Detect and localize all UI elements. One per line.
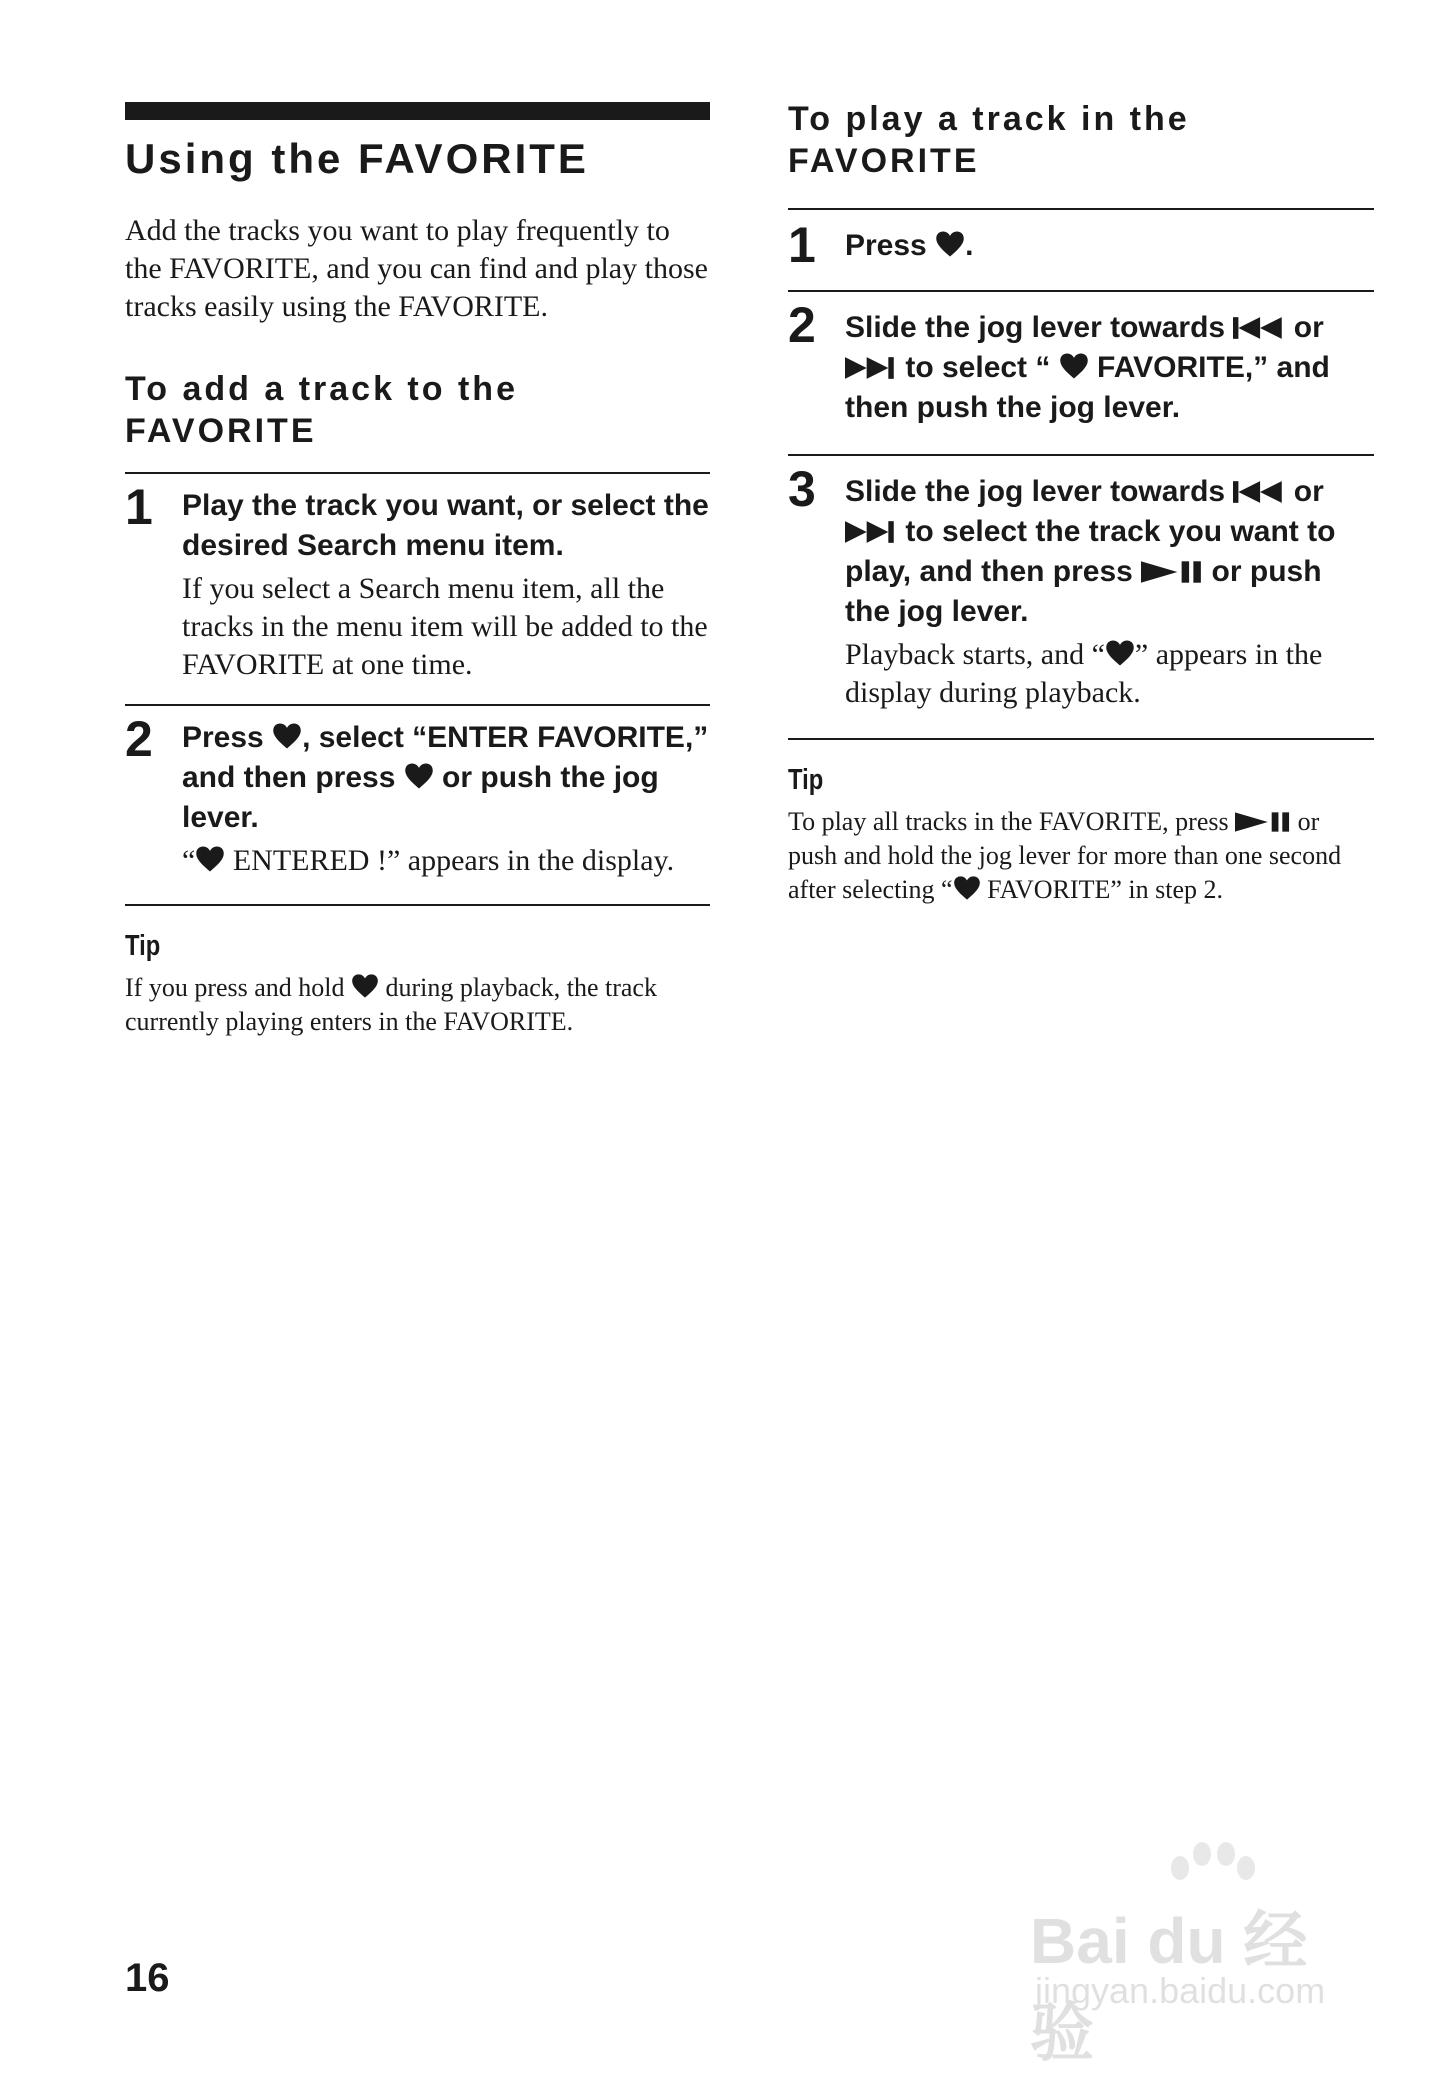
- step-note: If you select a Search menu item, all the tracks in the menu item will be added to the FAVORITE at one time.: [182, 572, 708, 681]
- tip-box: [125, 932, 710, 1039]
- right-column: [788, 98, 1374, 907]
- tip-box: [788, 766, 1374, 907]
- intro-paragraph: Add the tracks you want to play frequently to the FAVORITE, and you can find and play those tracks easily using the FAVORITE.: [125, 214, 708, 323]
- play-step-2: [788, 292, 1374, 454]
- play-step-1: [788, 210, 1374, 290]
- play-pause-icon: [1141, 560, 1203, 584]
- add-step-2: [125, 706, 710, 904]
- step-note: [845, 636, 1374, 712]
- section-title-add: [125, 368, 710, 452]
- left-column: [125, 102, 710, 1039]
- text-segment: or push and hold the jog lever for more than one second after selecting “: [788, 807, 1342, 904]
- section-title-play: [788, 98, 1374, 182]
- step-number: 2: [788, 297, 816, 353]
- step-instruction: [845, 226, 1374, 266]
- tip-label: Tip: [788, 764, 824, 796]
- text-segment: Press: [182, 721, 273, 754]
- page-title: Using the FAVORITE: [125, 135, 589, 182]
- text-segment: FAVORITE,” and then push the jog lever.: [845, 351, 1330, 424]
- page-number: 16: [125, 1956, 170, 2000]
- watermark-logo: Bai du 经验: [1030, 1905, 1308, 2069]
- text-segment: Slide the jog lever towards: [845, 311, 1234, 344]
- heart-icon: [953, 875, 981, 901]
- title-bar-decoration: [125, 102, 710, 120]
- step-number: 2: [125, 711, 153, 767]
- heart-icon: [195, 845, 225, 873]
- section-title-add-line1: To add a track to the: [125, 370, 518, 408]
- text-segment: Playback starts, and “: [845, 638, 1105, 671]
- step-number: 3: [788, 461, 816, 517]
- text-segment: or: [1285, 311, 1324, 344]
- heart-icon: [935, 230, 965, 258]
- step-instruction: [845, 308, 1374, 428]
- heart-icon: [1105, 639, 1135, 667]
- text-segment: Slide the jog lever towards: [845, 475, 1234, 508]
- next-track-icon: [845, 520, 897, 544]
- text-segment: ” appears in the display during playback.: [845, 638, 1323, 709]
- text-segment: “: [182, 844, 196, 877]
- text-segment: or push the jog lever.: [845, 555, 1322, 628]
- heart-icon: [404, 762, 434, 790]
- heart-icon: [272, 722, 302, 750]
- step-number: 1: [125, 479, 153, 535]
- step-instruction: Play the track you want, or select the desired Search menu item.: [182, 489, 709, 562]
- play-pause-icon: [1235, 811, 1291, 833]
- section-title-play-line1: To play a track in the: [788, 100, 1190, 138]
- text-segment: during playback, the track currently playing enters in the FAVORITE.: [125, 973, 657, 1036]
- text-segment: Press: [845, 229, 936, 262]
- section-title-play-line2: FAVORITE: [788, 142, 980, 180]
- tip-text: [125, 971, 710, 1039]
- play-step-3: [788, 456, 1374, 738]
- divider: [788, 738, 1374, 740]
- text-segment: If you press and hold: [125, 973, 352, 1002]
- text-segment: , select “ENTER FAVORITE,” and then press: [182, 721, 709, 794]
- text-segment: to select “: [897, 351, 1059, 384]
- text-segment: ENTERED !” appears in the display.: [225, 844, 675, 877]
- add-step-1: [125, 474, 710, 704]
- text-segment: .: [965, 229, 974, 262]
- prev-track-icon: [1233, 480, 1285, 504]
- step-number: 1: [788, 217, 816, 273]
- step-note: [182, 842, 710, 880]
- prev-track-icon: [1233, 316, 1285, 340]
- baidu-watermark: [1030, 1840, 1370, 2069]
- heart-icon: [351, 973, 379, 999]
- divider: [125, 904, 710, 906]
- text-segment: FAVORITE” in step 2.: [980, 875, 1223, 904]
- text-segment: or: [1285, 475, 1324, 508]
- tip-label: Tip: [125, 930, 161, 962]
- next-track-icon: [845, 356, 897, 380]
- section-title-add-line2: FAVORITE: [125, 412, 317, 450]
- watermark-url: jingyan.baidu.com: [1035, 1970, 1326, 2011]
- text-segment: To play all tracks in the FAVORITE, press: [788, 807, 1236, 836]
- tip-text: [788, 805, 1374, 907]
- text-segment: to select the track you want to play, and then press: [845, 515, 1336, 588]
- step-instruction: [845, 472, 1374, 632]
- step-instruction: [182, 718, 710, 838]
- heart-icon: [1059, 352, 1089, 380]
- text-segment: or push the jog lever.: [182, 761, 659, 834]
